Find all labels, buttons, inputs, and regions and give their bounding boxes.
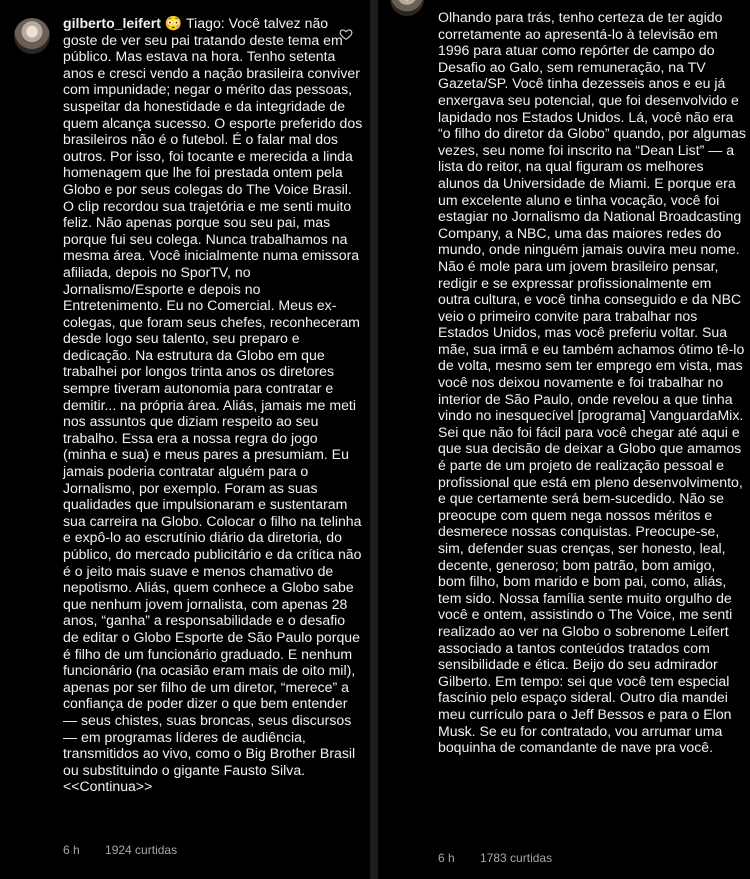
username[interactable]: gilberto_leifert <box>63 15 161 31</box>
avatar[interactable] <box>14 18 50 54</box>
avatar[interactable] <box>390 0 424 16</box>
likes-count[interactable]: 1924 curtidas <box>105 843 178 857</box>
heart-icon[interactable] <box>339 27 353 41</box>
likes-count[interactable]: 1783 curtidas <box>480 851 553 865</box>
timestamp: 6 h <box>63 843 80 857</box>
comment-panel-right <box>378 0 750 879</box>
divider <box>370 0 378 879</box>
comment-body: Tiago: Você talvez não goste de ver seu pai tratando deste tema em público. Mas estava na hora. Tenho setenta anos e cresci vendo a nação brasileira conviver com impunidade; negar o mérito das pessoas, suspeitar da honestidade e da integridade de quem alcança sucesso. O esporte preferido dos brasileiros não é o futebol. É o falar mal dos outros. Por isso, foi tocante e merecida a linda homenagem que lhe foi prestada ontem pela Globo e por seus colegas do The Voice Brasil. O clip recordou sua trajetória e me senti muito feliz. Não apenas porque sou seu pai, mas porque fui seu colega. Nunca trabalhamos na mesma área. Você inicialmente numa emissora afiliada, depois no SporTV, no Jornalismo/Esporte e depois no Entretenimento. Eu no Comercial. Meus ex-colegas, que foram seus chefes, reconheceram desde logo seu talento, seu preparo e dedicação. Na estrutura da Globo em que trabalhei por longos trinta anos os diretores sempre tiveram autonomia para contratar e demitir... na própria área. Aliás, jamais me meti nos assuntos que diziam respeito ao seu trabalho. Essa era a nossa regra do jogo (minha e sua) e meus pares a presumiam. Eu jamais poderia contratar alguém para o Jornalismo, por exemplo. Foram as suas qualidades que impulsionaram e sustentaram sua carreira na Globo. Colocar o filho na telinha e expô-lo ao escrutínio diário da diretoria, do público, do mercado publicitário e da crítica não é o jeito mais suave e menos chamativo de nepotismo. Aliás, quem conhece a Globo sabe que nenhum jovem jornalista, com apenas 28 anos, “ganha” a responsabilidade e o desafio de editar o Globo Esporte de São Paulo porque é filho de um funcionário graduado. E nenhum funcionário (na ocasião eram mais de oito mil), apenas por ser filho de um diretor, “merece” a confiança de poder dizer o que bem entender — seus chistes, suas broncas, seus discursos — em programas líderes de audiência, transmitidos ao vivo, como o Big Brother Brasil ou substituindo o gigante Fausto Silva. <<Continua>> <box>63 15 363 795</box>
comment-meta <box>438 851 574 865</box>
comment-text: Olhando para trás, tenho certeza de ter agido corretamente ao apresentá-lo à televisão em 1996 para atuar como repórter de campo do Desafio ao Galo, sem remuneração, na TV Gazeta/SP. Você tinha dezesseis anos e eu já enxergava seu potencial, que foi desenvolvido e lapidado nos Estados Unidos. Lá, você não era “o filho do diretor da Globo” quando, por algumas vezes, seu nome foi inscrito na “Dean List” — a lista do reitor, na qual figuram os melhores alunos da Universidade de Miami. E porque era um excelente aluno e tinha vocação, você foi estagiar no Jornalismo da National Broadcasting Company, a NBC, uma das maiores redes do mundo, onde ninguém jamais ouvira meu nome. Não é mole para um jovem brasileiro pensar, redigir e se expressar profissionalmente em outra cultura, e você tinha conseguido e da NBC veio o primeiro convite para trabalhar nos Estados Unidos, mas você preferiu voltar. Sua mãe, sua irmã e eu também achamos ótimo tê-lo de volta, mesmo sem ter emprego em vista, mas você nos deixou novamente e foi trabalhar no interior de São Paulo, onde revelou a que tinha vindo no inesquecível [programa] VanguardaMix. Sei que não foi fácil para você chegar até aqui e que sua decisão de deixar a Globo que amamos é parte de um projeto de realização pessoal e profissional que está em pleno desenvolvimento, e que certamente será bem-sucedido. Não se preocupe com quem nega nossos méritos e desmerece nossas conquistas. Preocupe-se, sim, defender suas crenças, ser honesto, leal, decente, generoso; bom patrão, bom amigo, bom filho, bom marido e bom pai, como, aliás, tem sido. Nossa família sente muito orgulho de você e ontem, assistindo o The Voice, me senti realizado ao ver na Globo o sobrenome Leifert associado a tantos conteúdos tratados com sensibilidade e ética. Beijo do seu admirador Gilberto. Em tempo: sei que você tem especial fascínio pelo espaço sideral. Outro dia mandei meu currículo para o Jeff Bessos e para o Elon Musk. Se eu for contratado, vou arrumar uma boquinha de comandante de nave pra você. <box>438 9 746 756</box>
comment-meta <box>63 843 199 857</box>
timestamp: 6 h <box>438 851 455 865</box>
comment-text <box>63 15 363 795</box>
emoji: 😳 <box>164 15 183 31</box>
comment-panel-left <box>0 0 370 879</box>
